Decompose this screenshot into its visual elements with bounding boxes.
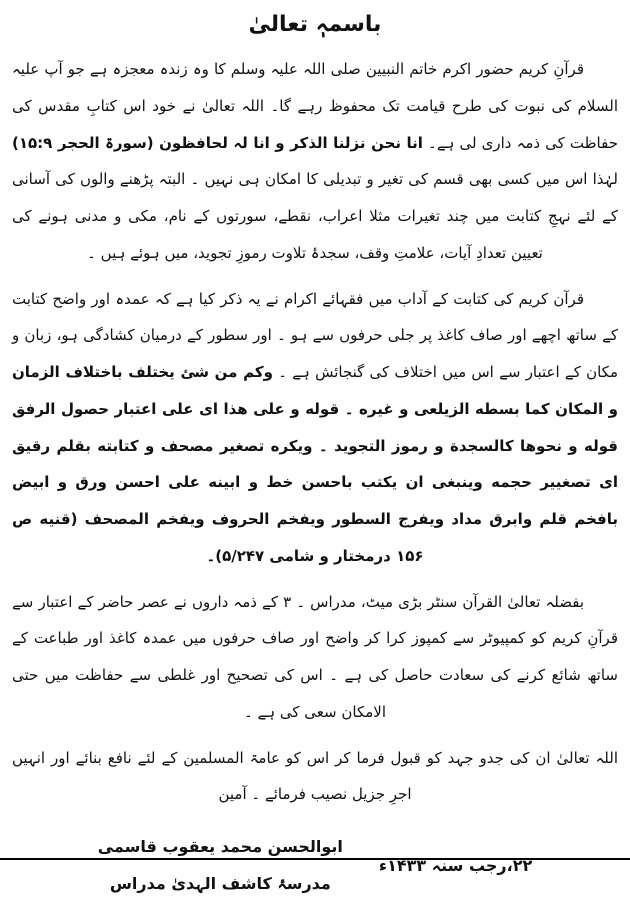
- paragraph: [12, 740, 618, 814]
- page-edge-divider: [0, 858, 630, 860]
- text-segment: وکم من شئ یختلف باختلاف الزمان و المکان کما بسطه الزیلعی و غیره ۔ قوله و علی هذا ای علی اعتبار حصول الرفق قوله و نحوها کالسجدة و رموز التجوید ۔ ویکره تصغیر مصحف و کتابته بقلم رقیق ای تصغییر حجمه وینبغی ان یکتب باحسن خط و ابینه علی احسن ورق و ابیض بافخم قلم وابرق مداد ویفرج السطور ویفخم الحروف ویفخم المصحف (قنیه ص ۱۵۶ درمختار و شامی ۵/۲۴۷)۔: [12, 363, 618, 565]
- text-segment: لہٰذا اس میں کسی بھی قسم کی تغیر و تبدیلی کا امکان ہی نہیں ۔ البتہ پڑھنے والوں کی آسانی کے لئے نہجِ کتابت میں چند تغیرات مثلا اعراب، نقطے، سورتوں کے نام، مکی و مدنی ہونے کی تعیین تعدادِ آیات، علامتِ وقف، سجدۂ تلاوت رموزِ تجوید، میں ہوئے ہیں ۔: [12, 170, 618, 262]
- text-segment: بفضلہ تعالیٰ القرآن سنٹر بڑی میٹ، مدراس ۔ ۳ کے ذمہ داروں نے عصر حاضر کے اعتبار سے قرآنِ کریم کو کمپیوٹر سے کمپوز کرا کر واضح اور صاف حرفوں میں عمدہ کاغذ اور طباعت کے ساتھ شائع کرنے کی سعادت حاصل کی ہے ۔ اس کی تصحیح اور غلطی سے حفاظت میں حتی الامکان سعی کی ہے ۔: [12, 592, 618, 721]
- signature-name: ابوالحسن محمد یعقوب قاسمی: [97, 837, 343, 856]
- document-body: [12, 51, 618, 813]
- text-segment: اللہ تعالیٰ ان کی جدو جہد کو قبول فرما کر اس کو عامۃ المسلمین کے لئے نافع بنائے اور انہیں اجرِ جزیل نصیب فرمائے ۔ آمین: [12, 748, 618, 804]
- paragraph: [12, 281, 618, 575]
- paragraph: [12, 51, 618, 272]
- signature-organization: مدرسۂ کاشف الہدیٰ مدراس: [109, 873, 331, 893]
- paragraph: [12, 584, 618, 731]
- text-segment: قرآنِ کریم حضور اکرم خاتم النبیین صلی اللہ علیہ وسلم کا وہ زندہ معجزہ ہے جو آپ علیہ السلام کی نبوت کی طرح قیامت تک محفوظ رہے گا۔ اللہ تعالیٰ نے خود اس کتابِ مقدس کی حفاظت کی ذمہ داری لی ہے۔: [12, 60, 618, 152]
- text-segment: قرآن کریم کی کتابت کے آداب میں فقہائے اکرام نے یہ ذکر کیا ہے کہ عمدہ اور واضح کتابت کے ساتھ اچھے اور صاف کاغذ پر جلی حرفوں سے ہو ۔ اور سطور کے درمیان کشادگی ہو، زبان و مکان کے اعتبار سے اس میں اختلاف کی گنجائش ہے ۔: [12, 289, 618, 381]
- hijri-date: ۲۲،رجب سنہ ۱۴۳۳ء: [378, 856, 533, 876]
- document-title: باسمہٖ تعالیٰ: [248, 12, 382, 37]
- text-segment: انا نحن نزلنا الذکر و انا لہ لحافظون (سورۃ الحجر ۱۵:۹): [12, 133, 423, 152]
